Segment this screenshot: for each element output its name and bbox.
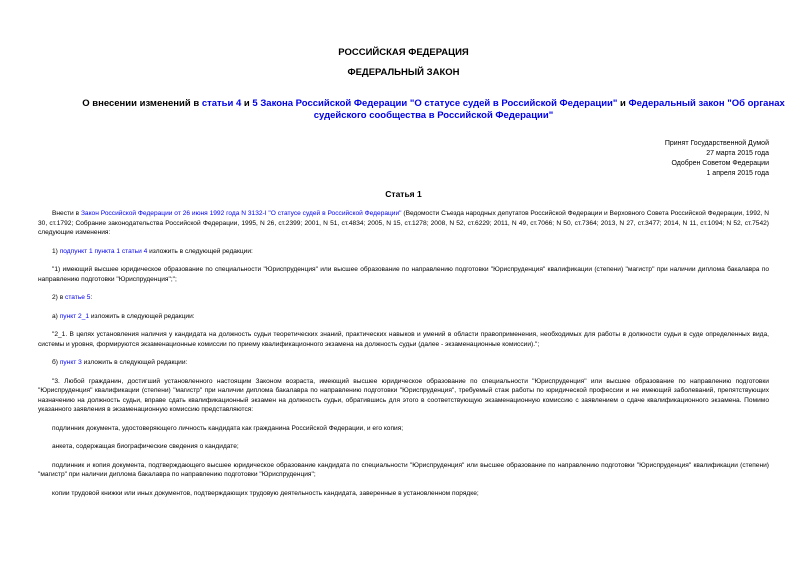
- intro-law-link[interactable]: Закон Российской Федерации от 26 июня 1992 года N 3132-I "О статусе судей в Российской Федерации": [80, 210, 402, 217]
- item-2b-text: "3. Любой гражданин, достигший установленного настоящим Законом возраста, имеющий высшее юридическое образование по специальности "Юриспруденция" или высшее образование по направлению подготовки "Юриспруденция" квалификации (степени) "магистр" при наличии диплома бакалавра по направлению подготовки "Юриспруденция", требуемый стаж работы по юридической профессии и не имеющий заболеваний, препятствующих назначению на должность судьи, вправе сдать квалификационный экзамен на должность судьи, обратившись для этого в соответствующую экзаменационную комиссию с заявлением о сдаче квалификационного экзамена. Помимо указанного заявления в экзаменационную комиссию представляются:: [38, 377, 769, 413]
- adoption-council: Одобрен Советом Федерации: [671, 160, 769, 167]
- document-list-item-2: анкета, содержащая биографические сведения о кандидате;: [52, 443, 239, 450]
- item-2b-rest: изложить в следующей редакции:: [81, 359, 188, 366]
- intro-rest: (Ведомости Съезда народных депутатов Российской Федерации и Верховного Совета Российской Федерации, 1992, N 30, ст.1792; Собрание законодательства Российской Федерации, 1995, N 26, ст.2399; 2001, N 51, ст.4834; 2005, N 15, ст.1278; 2008, N 52, ст.6229; 2011, N 49, ст.7066; N 50, ст.7364; 2013, N 27, ст.3477; 2014, N 11, ст.1094; N 52, ст.7542) следующие изменения:: [38, 210, 770, 236]
- item-1-prefix: 1): [52, 247, 60, 255]
- item-2b-prefix: б): [52, 359, 60, 366]
- item-1: [38, 247, 769, 257]
- article-heading: Статья 1: [385, 189, 422, 199]
- intro-prefix: Внести в: [52, 210, 81, 217]
- item-2b: [38, 358, 769, 368]
- item-2a-link[interactable]: пункт 2_1: [59, 312, 90, 320]
- title-text-1: О внесении изменений в: [82, 98, 202, 109]
- item-2-prefix: 2) в: [52, 294, 66, 301]
- adoption-duma: Принят Государственной Думой: [664, 140, 769, 147]
- item-1-link[interactable]: подпункт 1 пункта 1 статьи 4: [59, 247, 148, 255]
- intro-paragraph: [38, 209, 769, 238]
- item-2a-text: "2_1. В целях установления наличия у кандидата на должность судьи теоретических знаний, практических навыков и умений в области правоприменения, необходимых для работы в должности судьи в суде определенных вида, системы и уровня, формируются экзаменационные комиссии по приему квалификационного экзамена на должность судьи (далее - экзаменационные комиссии).";: [38, 331, 769, 348]
- document-list-item-3: подлинник и копия документа, подтверждающего высшее юридическое образование кандидата по специальности "Юриспруденция" или высшее образование по направлению подготовки "Юриспруденция" квалификации (степени) "магистр" при наличии диплома бакалавра по направлению подготовки "Юриспруденция";: [38, 461, 769, 478]
- item-2-rest: :: [90, 294, 93, 301]
- title-link-article-4[interactable]: статьи 4: [201, 98, 242, 109]
- adoption-info: [469, 139, 769, 179]
- adoption-council-date: 1 апреля 2015 года: [706, 170, 769, 177]
- item-2b-link[interactable]: пункт 3: [59, 359, 82, 366]
- title-link-law-judicial-community[interactable]: Федеральный закон "Об органах судейского сообщества в Российской Федерации": [313, 98, 785, 121]
- item-1-rest: изложить в следующей редакции:: [147, 247, 253, 255]
- title-link-law-status-judges[interactable]: 5 Закона Российской Федерации "О статусе судей в Российской Федерации": [252, 98, 618, 109]
- law-type-heading: ФЕДЕРАЛЬНЫЙ ЗАКОН: [347, 67, 460, 78]
- title-text-3: и: [617, 98, 629, 109]
- item-1-text: "1) имеющий высшее юридическое образование по специальности "Юриспруденция" или высшее образование по направлению подготовки "Юриспруденция" квалификации (степени) "магистр" при наличии диплома бакалавра по направлению подготовки "Юриспруденция";";: [38, 266, 769, 283]
- article-body: [38, 209, 769, 498]
- document-list-item-1: подлинник документа, удостоверяющего личность кандидата как гражданина Российской Федерации, и его копия;: [52, 424, 404, 432]
- item-2-link[interactable]: статье 5: [65, 294, 91, 301]
- item-2a: [38, 312, 769, 322]
- federation-heading: РОССИЙСКАЯ ФЕДЕРАЦИЯ: [338, 47, 469, 58]
- title-text-2: и: [241, 98, 253, 109]
- item-2: [38, 293, 769, 303]
- adoption-duma-date: 27 марта 2015 года: [706, 150, 769, 157]
- law-title: [40, 98, 807, 122]
- item-2a-prefix: а): [52, 312, 60, 320]
- item-2a-rest: изложить в следующей редакции:: [89, 312, 195, 320]
- document-list-item-4: копии трудовой книжки или иных документов, подтверждающих трудовую деятельность кандидата, заверенные в установленном порядке;: [52, 489, 479, 497]
